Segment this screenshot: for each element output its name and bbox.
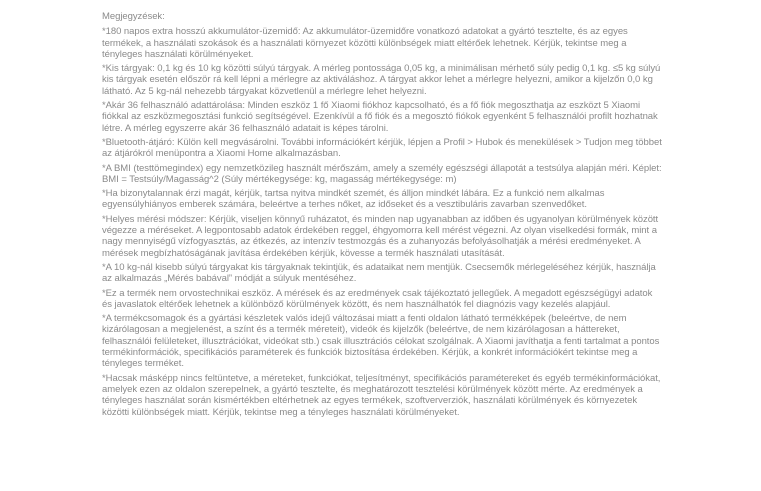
note-bmi: *A BMI (testtömegindex) egy nemzetközileg használt mérőszám, amely a személy egészségi állapotát a testsúlya alapján méri. Képlet: BMI = Testsúly/Magasság^2 (Súly mértékegysége: kg, magasság mértékegysége: m) <box>102 162 662 185</box>
note-small-objects: *Kis tárgyak: 0,1 kg és 10 kg közötti súlyú tárgyak. A mérleg pontossága 0,05 kg, a minimálisan mérhető súly pedig 0,1 kg. ≤5 kg súlyú kis tárgyak esetén először rá kell lépni a mérlegre az aktiváláshoz. A tárgyat akkor lehet a mérlegre helyezni, amikor a kijelzőn 0,0 kg látható. Az 5 kg-nál nehezebb tárgyakat közvetlenül a mérlegre lehet helyezni. <box>102 63 661 97</box>
note-under-10kg: *A 10 kg-nál kisebb súlyú tárgyakat kis tárgyaknak tekintjük, és adataikat nem mentjük. Csecsemők mérlegeléséhez kérjük, használja az alkalmazás „Mérés babával” módját a súlyuk mentéséhez. <box>102 261 656 285</box>
note-bluetooth-gateway: *Bluetooth-átjáró: Külön kell megvásárolni. További információkért kérjük, lépjen a Profil > Hubok és menekülések > Tudjon meg többet az átjárókról menüpontra a Xiaomi Home alkalmazásban. <box>102 136 662 160</box>
note-measurement-method: *Helyes mérési módszer: Kérjük, viseljen könnyű ruházatot, és minden nap ugyanabban az időben és ugyanolyan körülmények között végezze a méréseket. A legpontosabb adatok érdekében reggel, éhgyomorra kell mérést végezni. Az olyan viselkedési formák, mint a nagy mennyiségű vízfogyasztás, az étkezés, az intenzív testmozgás és a zuhanyozás befolyásolhatják a mérési eredményeket. A mérések megbízhatóságának javítása érdekében kérjük, kövesse a termék használati utasítását. <box>102 213 659 259</box>
notes-title: Megjegyzések: <box>102 11 165 22</box>
notes-section <box>102 11 662 421</box>
note-product-images: *A termékcsomagok és a gyártási készletek valós idejű változásai miatt a fenti oldalon látható termékképek (beleértve, de nem kizárólagosan a megjelenést, a színt és a termék méreteit), videók és kijelzők (beleértve, de nem kizárólagosan a háttereket, felhasználói felületeket, illusztrációkat, videókat stb.) csak illusztrációs célokat szolgálnak. A Xiaomi javíthatja a fenti tartalmat a pontos termékinformációk, specifikációs paraméterek és funkciók biztosítása érdekében. Kérjük, a konkrét információkért tekintse meg a tényleges terméket. <box>102 313 660 370</box>
note-balance: *Ha bizonytalannak érzi magát, kérjük, tartsa nyitva mindkét szemét, és álljon mindkét lábára. Ez a funkció nem alkalmas egyensúlyhiányos emberek számára, beleértve a terhes nőket, az időseket és a vesztibuláris zavarban szenvedőket. <box>102 188 605 211</box>
note-battery-life: *180 napos extra hosszú akkumulátor-üzemidő: Az akkumulátor-üzemidőre vonatkozó adatokat a gyártó tesztelte, és az egyes termékek, a használati szokások és a használati környezet közötti különbségek miatt eltérőek lehetnek. Kérjük, tekintse meg a tényleges használati körülményeket. <box>102 26 628 60</box>
page-edge <box>757 0 761 491</box>
note-not-medical: *Ez a termék nem orvostechnikai eszköz. A mérések és az eredmények csak tájékoztató jellegűek. A megadott egészségügyi adatok és javaslatok eltérőek lehetnek a különböző körülmények között, és nem használhatók fel diagnózis vagy kezelés alapjául. <box>102 287 653 310</box>
note-test-conditions: *Hacsak másképp nincs feltüntetve, a méreteket, funkciókat, teljesítményt, specifikációs paramétereket és egyéb termékinformációkat, amelyek ezen az oldalon szerepelnek, a gyártó tesztelte, és meghatározott tesztelési körülmények között mérte. Az eredmények a tényleges használat során kismértékben eltérhetnek az egyes termékek, szoftververziók, használati körülmények és környezetek közötti különbségek miatt. Kérjük, tekintse meg a tényleges használati körülményeket. <box>102 372 661 418</box>
note-user-storage: *Akár 36 felhasználó adattárolása: Minden eszköz 1 fő Xiaomi fiókhoz kapcsolható, és a fő fiók megoszthatja az eszközt 5 Xiaomi fiókkal az eszközmegosztási funkció segítségével. Ezenkívül a fő fiók és a megosztó fiókok egyenként 5 felhasználói profilt hozhatnak létre. A mérleg egyszerre akár 36 felhasználó adatait is képes tárolni. <box>102 100 658 134</box>
